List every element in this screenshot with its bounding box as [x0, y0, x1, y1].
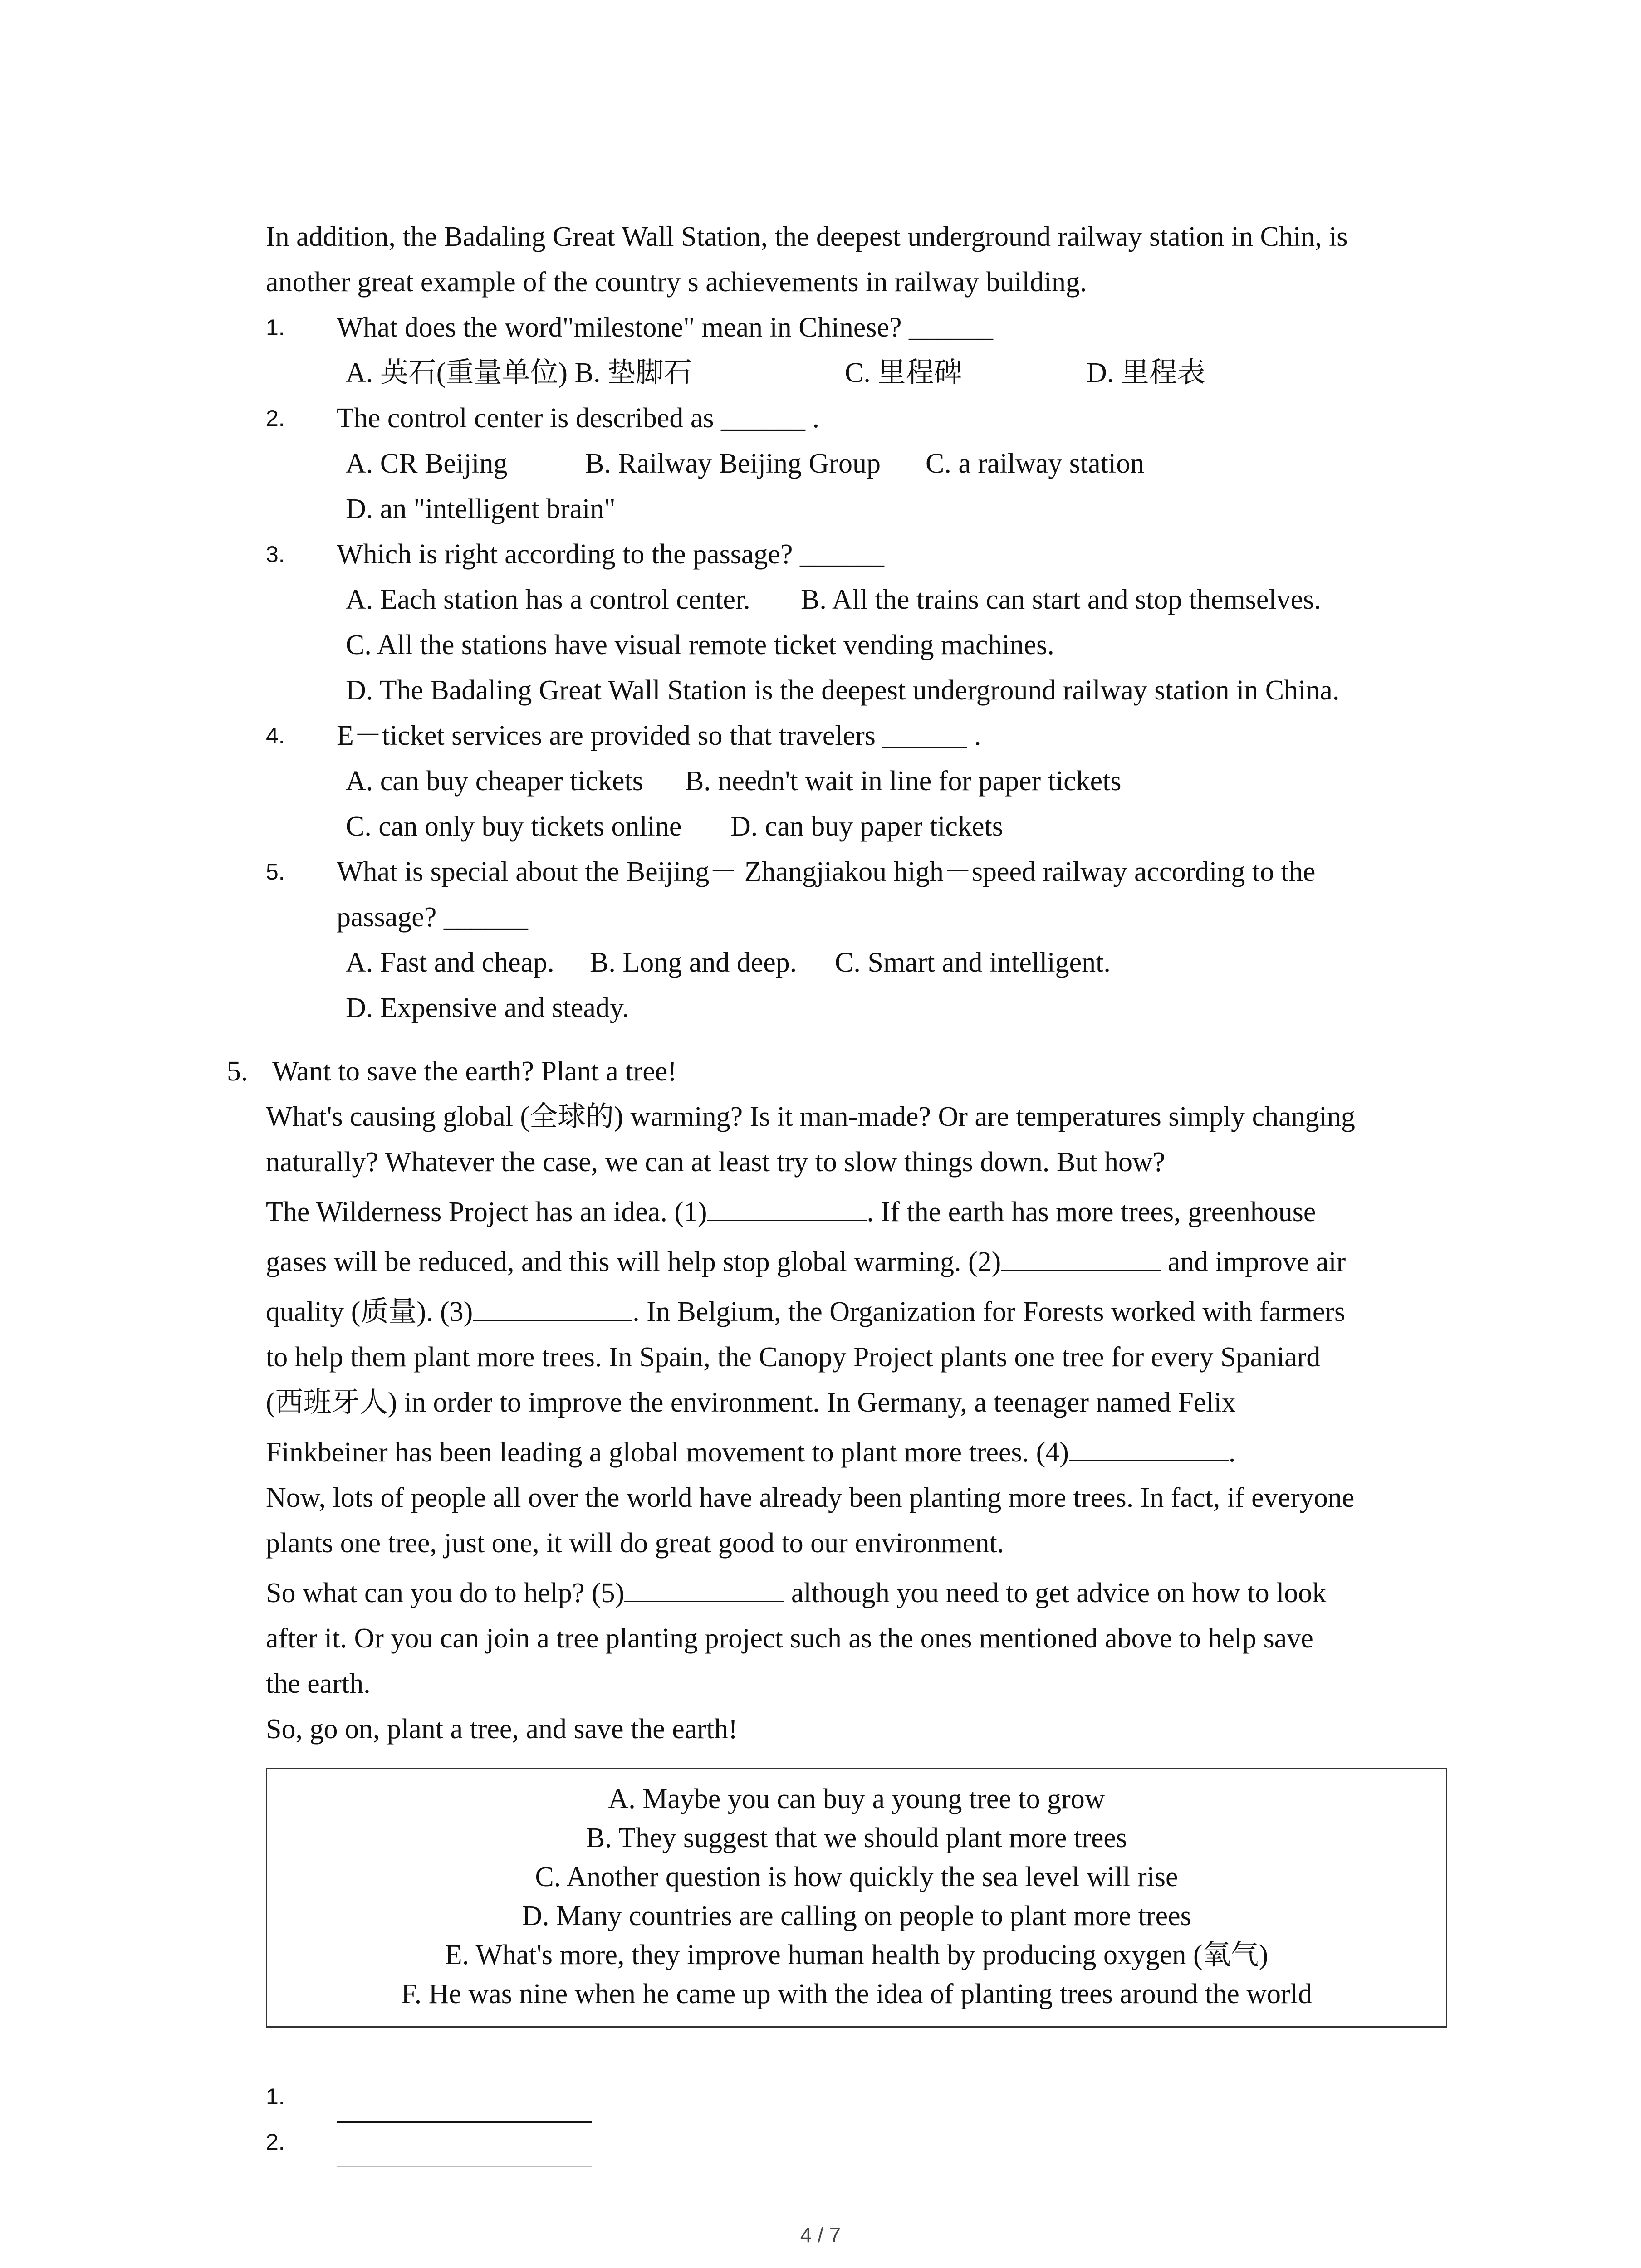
box-option-e: E. What's more, they improve human health by producing oxygen (氧气): [445, 1940, 1269, 1970]
para5-line: So, go on, plant a tree, and save the earth!: [266, 1714, 738, 1745]
option-a-b: A. 英石(重量单位) B. 垫脚石: [346, 357, 692, 388]
section-title: Want to save the earth? Plant a tree!: [272, 1056, 677, 1087]
question-text: E－ticket services are provided so that travelers ______ .: [337, 720, 981, 751]
question-text: The control center is described as ______ .: [337, 403, 819, 434]
answer-number: 2.: [266, 2129, 285, 2155]
para2-line-6: Finkbeiner has been leading a global movement to plant more trees. (4) .: [266, 1437, 1236, 1468]
para2-line-3: quality (质量). (3) . In Belgium, the Organization for Forests worked with farmers: [266, 1296, 1346, 1327]
answer-line-1[interactable]: [337, 2087, 592, 2123]
option-b: B. needn't wait in line for paper tickets: [685, 766, 1122, 797]
question-text: What does the word"milestone" mean in Chinese? ______: [337, 312, 994, 343]
option-d: D. The Badaling Great Wall Station is the deepest underground railway station in China.: [346, 675, 1340, 706]
question-number: 5.: [266, 859, 285, 885]
section-number: 5.: [227, 1056, 248, 1087]
para2-line-2: gases will be reduced, and this will help stop global warming. (2) and improve air: [266, 1246, 1346, 1277]
option-b: B. Railway Beijing Group: [585, 448, 881, 479]
option-c: C. All the stations have visual remote ticket vending machines.: [346, 630, 1054, 660]
blank-3[interactable]: [473, 1296, 632, 1321]
option-b: B. Long and deep.: [590, 947, 797, 978]
para2-line-5: (西班牙人) in order to improve the environment. In Germany, a teenager named Felix: [266, 1387, 1236, 1418]
para2-line-4: to help them plant more trees. In Spain, the Canopy Project plants one tree for every Spaniard: [266, 1342, 1321, 1373]
answer-line-2[interactable]: [337, 2132, 592, 2167]
page-number: 4 / 7: [800, 2223, 841, 2247]
question-text: What is special about the Beijing－ Zhangjiakou high－speed railway according to the: [337, 856, 1316, 887]
intro-line-2: another great example of the country s achievements in railway building.: [266, 267, 1087, 298]
option-c: C. 里程碑: [845, 357, 962, 388]
blank-2[interactable]: [1001, 1246, 1161, 1271]
intro-line-1: In addition, the Badaling Great Wall Station, the deepest underground railway station in Chin, is: [266, 221, 1348, 252]
question-number: 3.: [266, 542, 285, 567]
option-a: A. can buy cheaper tickets: [346, 766, 643, 797]
question-number: 2.: [266, 406, 285, 431]
blank-4[interactable]: [1069, 1437, 1229, 1461]
option-c: C. can only buy tickets online: [346, 811, 682, 842]
question-text-cont: passage? ______: [337, 902, 528, 933]
para2-line-1: The Wilderness Project has an idea. (1) . If the earth has more trees, greenhouse: [266, 1197, 1316, 1227]
blank-5[interactable]: [624, 1577, 784, 1602]
option-d: D. 里程表: [1087, 357, 1205, 388]
para1-line-1: What's causing global (全球的) warming? Is it man-made? Or are temperatures simply changing: [266, 1101, 1355, 1132]
option-d: D. Expensive and steady.: [346, 992, 629, 1023]
options-box: [266, 1768, 1447, 2028]
blank-1[interactable]: [707, 1196, 867, 1221]
question-number: 4.: [266, 723, 285, 748]
box-option-c: C. Another question is how quickly the sea level will rise: [535, 1862, 1178, 1892]
box-option-f: F. He was nine when he came up with the idea of planting trees around the world: [401, 1979, 1312, 2009]
para4-line-2: after it. Or you can join a tree planting project such as the ones mentioned above to help save: [266, 1623, 1313, 1654]
box-option-b: B. They suggest that we should plant more trees: [586, 1823, 1127, 1853]
option-a: A. Each station has a control center.: [346, 584, 750, 615]
option-d: D. an "intelligent brain": [346, 494, 616, 524]
answer-number: 1.: [266, 2084, 285, 2109]
option-c: C. a railway station: [926, 448, 1145, 479]
para1-line-2: naturally? Whatever the case, we can at least try to slow things down. But how?: [266, 1147, 1166, 1178]
question-number: 1.: [266, 315, 285, 340]
option-d: D. can buy paper tickets: [730, 811, 1003, 842]
para3-line-2: plants one tree, just one, it will do great good to our environment.: [266, 1528, 1004, 1559]
para4-line-3: the earth.: [266, 1668, 371, 1699]
box-option-a: A. Maybe you can buy a young tree to grow: [608, 1784, 1105, 1814]
para3-line-1: Now, lots of people all over the world have already been planting more trees. In fact, if everyone: [266, 1482, 1355, 1513]
para4-line-1: So what can you do to help? (5) although you need to get advice on how to look: [266, 1578, 1327, 1608]
box-option-d: D. Many countries are calling on people to plant more trees: [522, 1901, 1191, 1931]
option-a: A. Fast and cheap.: [346, 947, 554, 978]
option-c: C. Smart and intelligent.: [835, 947, 1111, 978]
option-b: B. All the trains can start and stop themselves.: [801, 584, 1321, 615]
question-text: Which is right according to the passage? ______: [337, 539, 884, 570]
option-a: A. CR Beijing: [346, 448, 508, 479]
